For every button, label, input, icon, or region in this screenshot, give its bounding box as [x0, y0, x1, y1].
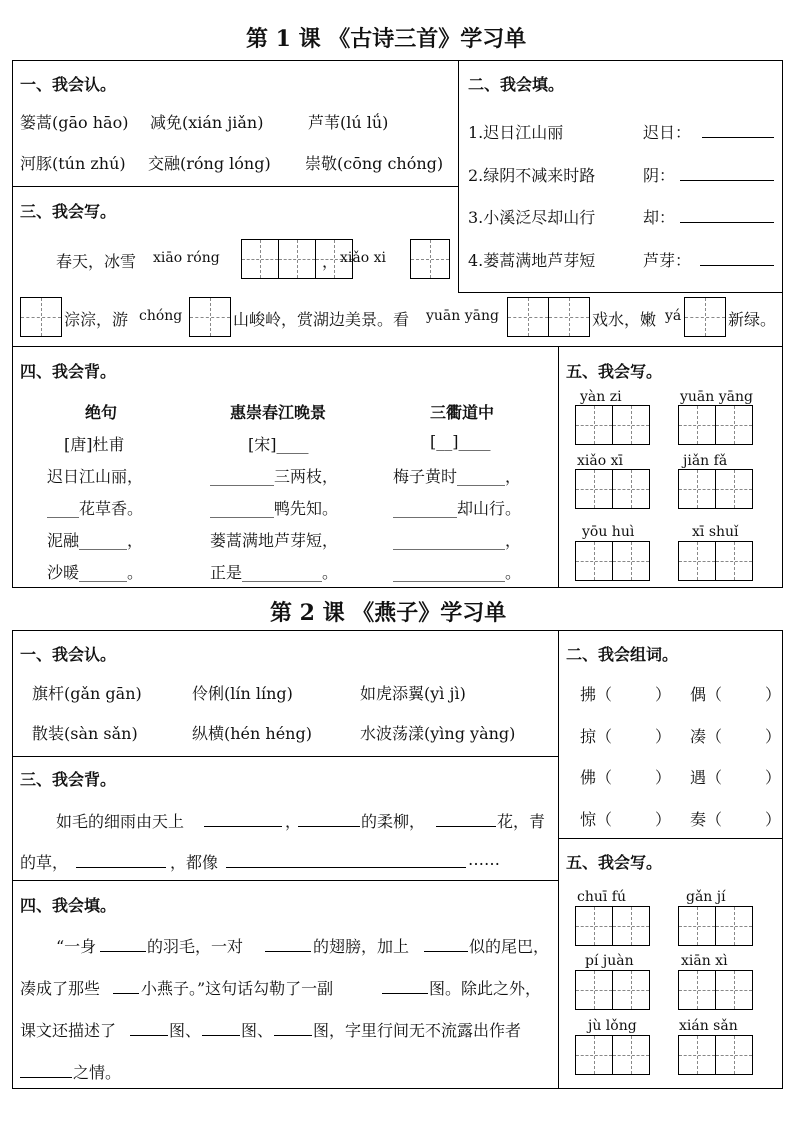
l2-s2-char: 掠（: [580, 727, 613, 746]
lesson2-title: 第 2 课 《燕子》学习单: [270, 600, 507, 626]
l1-s1-word: 崇敬(cōng chóng): [305, 154, 444, 173]
l2-s5-write-grid[interactable]: [678, 906, 752, 946]
l2-s3-text: ……: [468, 850, 500, 869]
l2-s4-text: 小燕子。”这句话勾勒了一副: [141, 979, 334, 998]
l2-s1-word: 纵横(hén héng): [192, 724, 312, 743]
l1-s1-word: 河豚(tún zhú): [20, 154, 126, 173]
l2-s1-word: 旗杆(gǎn gān): [32, 684, 142, 703]
poem-line: 迟日江山丽，: [47, 467, 144, 486]
l1-s3-pinyin: yá: [665, 308, 682, 324]
l1-s2-phrase: 4.蒌蒿满地芦芽短: [468, 251, 596, 270]
l1-s1-heading: 一、我会认。: [20, 75, 117, 94]
l2-s4-text: 图，字里行间无不流露出作者: [313, 1021, 522, 1040]
l2-s4-text: 课文还描述了: [20, 1021, 117, 1040]
l2-s2-char: 偶（: [690, 685, 723, 704]
l2-s4-text: 凑成了那些: [20, 979, 101, 998]
poem-line: ______________。: [393, 563, 522, 582]
l1-s3-pinyin: xiāo róng: [153, 250, 220, 266]
l2-s4-text: 似的尾巴，: [469, 937, 550, 956]
l2-s4-heading: 四、我会填。: [20, 896, 117, 915]
l2-s4-text: 的翅膀，加上: [313, 937, 410, 956]
l2-s3-blank[interactable]: [76, 867, 166, 868]
l2-s4-text: 图。除此之外，: [429, 979, 542, 998]
l2-s3-blank[interactable]: [226, 867, 466, 868]
l2-s2-char: 凑（: [690, 727, 723, 746]
l1-s3-text: 淙淙，游: [64, 310, 129, 329]
l2-s5-write-grid[interactable]: [678, 970, 752, 1010]
l2-s2-close: ）: [765, 727, 782, 746]
l2-s4-text: 的羽毛，一对: [147, 937, 244, 956]
l1-s3-write-grid[interactable]: [684, 297, 725, 337]
l1-s4-heading: 四、我会背。: [20, 362, 117, 381]
l2-s5-pinyin: xián sǎn: [679, 1018, 738, 1034]
l1-s2-answer-line[interactable]: [680, 180, 774, 181]
l2-s1-word: 水波荡漾(yìng yàng): [360, 724, 516, 743]
poem-line: 正是__________。: [210, 563, 339, 582]
l2-s3-text: ，: [285, 812, 302, 831]
l1-s5-pinyin: yuān yāng: [680, 389, 753, 405]
l1-s2-answer-line[interactable]: [680, 222, 774, 223]
l1-s2-heading: 二、我会填。: [468, 75, 565, 94]
l2-s4-text: 之情。: [73, 1063, 122, 1082]
l2-s3-heading: 三、我会背。: [20, 770, 117, 789]
l1-s5-pinyin: xī shuǐ: [692, 524, 739, 540]
l1-s1-word: 交融(róng lóng): [148, 154, 271, 173]
l1-s3-text: 山峻岭，赏湖边美景。看: [233, 310, 410, 329]
l1-s2-prompt: 却：: [643, 208, 676, 227]
lesson1-title: 第 1 课 《古诗三首》学习单: [246, 26, 527, 52]
l1-s2-prompt: 迟日：: [643, 123, 692, 142]
l2-s5-write-grid[interactable]: [575, 1035, 649, 1075]
poem-author: [宋]____: [248, 435, 309, 454]
l2-s2-char: 奏（: [690, 810, 723, 829]
l1-s2-phrase: 3.小溪泛尽却山行: [468, 208, 596, 227]
l2-s4-blank[interactable]: [202, 1035, 240, 1036]
l1-s1-word: 篓蒿(gāo hāo): [20, 113, 129, 132]
l2-s2-close: ）: [765, 685, 782, 704]
l2-s3-text: ，都像: [170, 853, 219, 872]
poem-line: ________却山行。: [393, 499, 522, 518]
l1-s3-text: 新绿。: [728, 310, 777, 329]
l2-s3-blank[interactable]: [298, 826, 360, 827]
l2-s5-pinyin: jù lǒng: [588, 1018, 637, 1034]
l2-s2-close: ）: [655, 685, 672, 704]
l1-s3-pinyin: yuān yāng: [426, 308, 499, 324]
l2-s2-char: 惊（: [580, 810, 613, 829]
l2-s2-close: ）: [655, 810, 672, 829]
l2-s3-text: 的草，: [20, 853, 69, 872]
l1-s2-prompt: 芦芽：: [643, 251, 692, 270]
l1-s5-pinyin: xiǎo xī: [577, 453, 623, 469]
l1-s1-word: 芦苇(lú lǘ): [308, 113, 389, 132]
l2-s2-heading: 二、我会组词。: [566, 645, 679, 664]
l1-s5-heading: 五、我会写。: [566, 362, 663, 381]
l2-s4-blank[interactable]: [130, 1035, 168, 1036]
l1-s5-write-grid[interactable]: [575, 541, 649, 581]
l1-s3-write-grid[interactable]: [20, 297, 61, 337]
l2-s4-text: 图、: [241, 1021, 274, 1040]
poem-line: 沙暖______。: [47, 563, 144, 582]
l2-s5-pinyin: gǎn jí: [686, 889, 726, 905]
poem-line: 泥融______，: [47, 531, 144, 550]
l1-s5-write-grid[interactable]: [575, 469, 649, 509]
l2-s3-text: 的柔柳，: [361, 812, 426, 831]
l2-s4-blank[interactable]: [265, 951, 311, 952]
l1-s5-write-grid[interactable]: [678, 469, 752, 509]
l2-s5-pinyin: xiān xì: [681, 953, 728, 969]
l2-s2-char: 佛（: [580, 768, 613, 787]
l2-s2-close: ）: [655, 727, 672, 746]
l2-s4-blank[interactable]: [113, 993, 139, 994]
l2-s4-blank[interactable]: [382, 993, 428, 994]
poem-title: 惠崇春江晚景: [230, 403, 327, 422]
l1-s5-write-grid[interactable]: [678, 541, 752, 581]
poem-line: ________三两枝，: [210, 467, 339, 486]
l1-s5-pinyin: yàn zi: [580, 389, 622, 405]
l1-s5-pinyin: jiǎn fǎ: [683, 453, 728, 469]
l2-s1-word: 如虎添翼(yì jì): [360, 684, 466, 703]
poem-author: [__]____: [430, 432, 491, 451]
l2-s5-pinyin: chuī fú: [577, 889, 626, 905]
l2-s1-heading: 一、我会认。: [20, 645, 117, 664]
l2-s2-close: ）: [655, 768, 672, 787]
poem-author: [唐]杜甫: [64, 435, 125, 454]
l2-s5-write-grid[interactable]: [678, 1035, 752, 1075]
l2-s4-text: 图、: [169, 1021, 202, 1040]
l2-s3-text: 如毛的细雨由天上: [56, 812, 185, 831]
l1-s3-text: ，: [322, 252, 339, 271]
l2-s1-word: 散装(sàn sǎn): [32, 724, 138, 743]
l2-s2-char: 拂（: [580, 685, 613, 704]
l1-s3-write-grid[interactable]: [189, 297, 230, 337]
poem-line: 蒌蒿满地芦芽短，: [210, 531, 339, 550]
l2-s1-word: 伶俐(lín líng): [192, 684, 293, 703]
l1-s3-write-grid[interactable]: [507, 297, 589, 337]
l2-s2-close: ）: [765, 810, 782, 829]
l1-s3-text: 春天，冰雪: [56, 252, 137, 271]
poem-title: 三衢道中: [430, 403, 495, 422]
l1-s3-write-grid[interactable]: [410, 239, 449, 279]
poem-line: ____花草香。: [47, 499, 144, 518]
l2-s4-blank[interactable]: [100, 951, 146, 952]
l2-s4-blank[interactable]: [424, 951, 468, 952]
l1-s2-phrase: 2.绿阴不减来时路: [468, 166, 596, 185]
poem-line: ______________，: [393, 531, 522, 550]
l1-s1-word: 减免(xián jiǎn): [150, 113, 264, 132]
l2-s2-close: ）: [765, 768, 782, 787]
l1-s2-prompt: 阴：: [643, 166, 676, 185]
l2-s3-blank[interactable]: [204, 826, 282, 827]
l1-s5-pinyin: yōu huì: [582, 524, 635, 540]
l1-s2-answer-line[interactable]: [702, 137, 774, 138]
l2-s4-text: “一身: [56, 937, 97, 956]
l2-s5-write-grid[interactable]: [575, 970, 649, 1010]
l1-s2-answer-line[interactable]: [700, 265, 774, 266]
l2-s5-heading: 五、我会写。: [566, 853, 663, 872]
l2-s4-blank[interactable]: [274, 1035, 312, 1036]
l1-s3-pinyin: xiǎo xi: [340, 250, 386, 266]
l2-s2-char: 遇（: [690, 768, 723, 787]
l1-s3-pinyin: chóng: [139, 308, 183, 324]
poem-line: 梅子黄时______，: [393, 467, 522, 486]
l2-s5-write-grid[interactable]: [575, 906, 649, 946]
l2-s5-pinyin: pí juàn: [585, 953, 634, 969]
l1-s2-phrase: 1.迟日江山丽: [468, 123, 564, 142]
l1-s3-text: 戏水，嫩: [592, 310, 657, 329]
poem-line: ________鸭先知。: [210, 499, 339, 518]
l2-s4-blank[interactable]: [20, 1077, 72, 1078]
l2-s3-text: 花，青: [497, 812, 546, 831]
l1-s5-write-grid[interactable]: [678, 405, 752, 445]
l1-s3-heading: 三、我会写。: [20, 202, 117, 221]
poem-title: 绝句: [85, 403, 118, 422]
l2-s3-blank[interactable]: [436, 826, 496, 827]
l1-s5-write-grid[interactable]: [575, 405, 649, 445]
